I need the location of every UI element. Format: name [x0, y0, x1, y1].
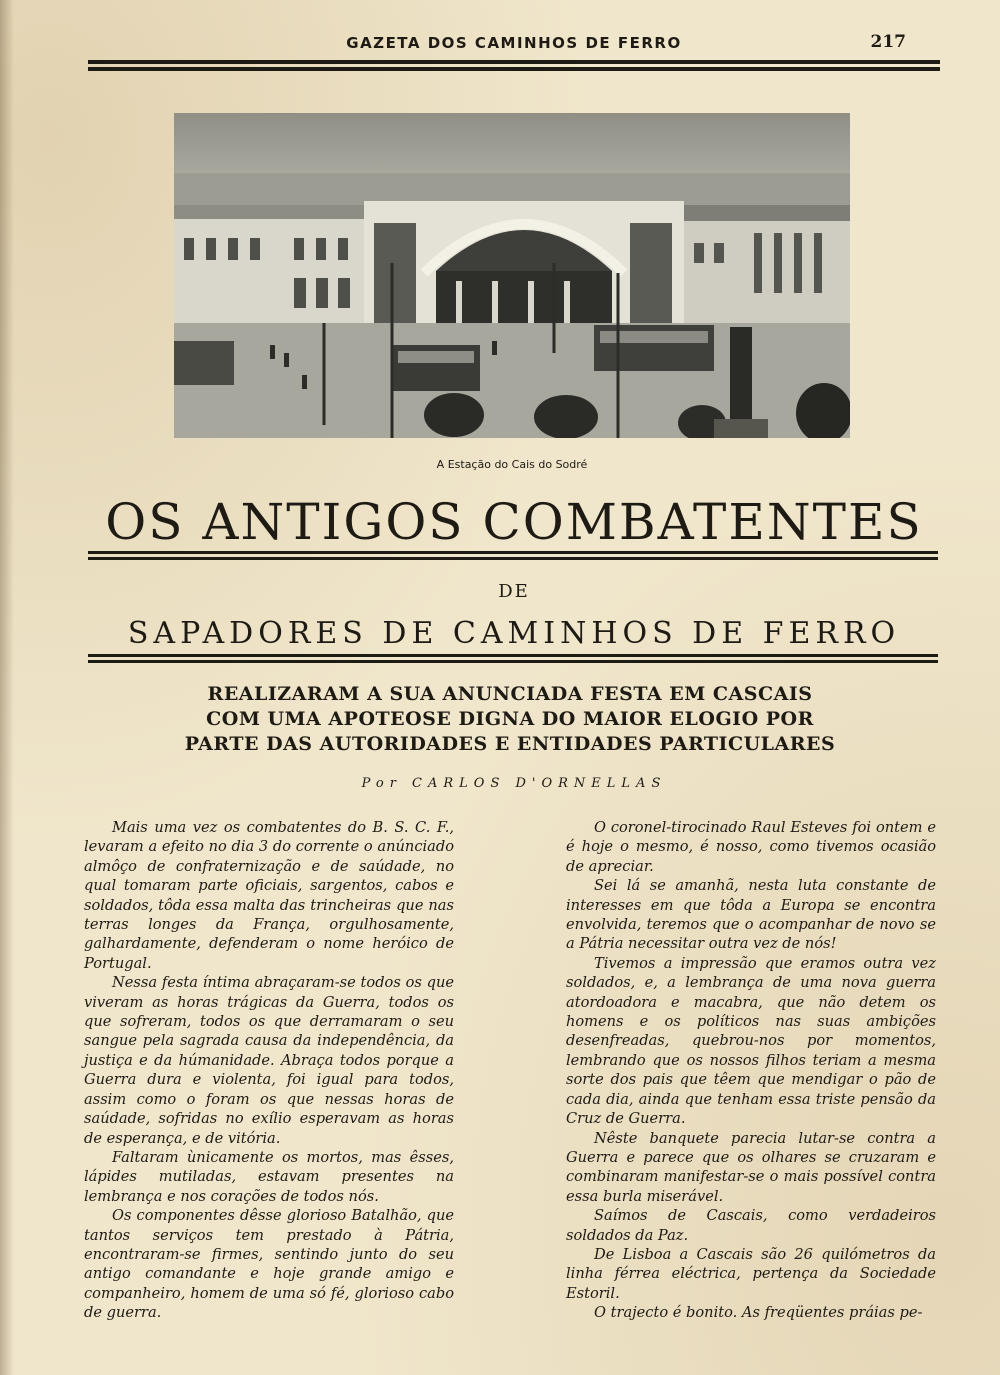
journal-name: GAZETA DOS CAMINHOS DE FERRO — [346, 34, 682, 52]
paragraph: Nêste banquete parecia lutar-se contra a Guerra e parece que os olhares se cruzaram e combinaram manifestar-se o mais possível contra essa burla miserável. — [566, 1129, 936, 1205]
page-spine-shadow — [0, 0, 14, 1375]
station-photograph — [174, 113, 850, 438]
running-header — [88, 30, 940, 60]
paragraph: Mais uma vez os combatentes do B. S. C. F., levaram a efeito no dia 3 do corrente o anúnciado almôço de confraternização e de saúdade, no qual tomaram parte oficiais, sargentos, cabos e soldados, tôda essa malta das trincheiras que nas terras longes da França, orgulhosamente, galhardamente, defenderam o nome heróico de Portugal. — [84, 819, 454, 972]
title-rule — [88, 551, 938, 560]
paragraph: De Lisboa a Cascais são 26 quilómetros da linha férrea eléctrica, pertença da Sociedade Estoril. — [566, 1245, 936, 1302]
paragraph: Nessa festa íntima abraçaram-se todos os que viveram as horas trágicas da Guerra, todos os que sofreram, todos os que derramaram o seu sangue pela sagrada causa da independência, da justiça e da húmanidade. Abraça todos porque a Guerra dura e violenta, foi igual para todos, assim como o foram os que nessas horas de saúdade, sofridas no exílio esperavam as horas de esperança, e de vitória. — [84, 974, 454, 1147]
body-column-left — [84, 818, 454, 1323]
deck-line: COM UMA APOTEOSE DIGNA DO MAIOR ELOGIO POR — [206, 708, 814, 730]
article-deck — [140, 682, 880, 757]
header-rule — [88, 60, 940, 71]
photo-caption: A Estação do Cais do Sodré — [436, 458, 588, 471]
title-connector: DE — [498, 581, 530, 602]
paragraph: Faltaram ùnicamente os mortos, mas êsses, lápides mutiladas, estavam presentes na lembrança e nos corações de todos nós. — [84, 1148, 454, 1205]
byline: Por CARLOS D'ORNELLAS — [361, 776, 667, 791]
paragraph: Os componentes dêsse glorioso Batalhão, que tantos serviços tem prestado à Pátria, encontraram-se firmes, sentindo junto do seu antigo comandante e hoje grande amigo e companheiro, homem de uma só fé, glorioso cabo de guerra. — [84, 1207, 454, 1322]
body-column-right — [566, 818, 936, 1323]
paragraph: Tivemos a impressão que eramos outra vez soldados, e, a lembrança de uma nova guerra atordoadora e macabra, que não detem os homens e os políticos nas suas ambições desenfreadas, quebrou-nos por momentos, lembrando que os nossos filhos teriam a mesma sorte dos pais que têem que mendigar o pão de cada dia, ainda que tenham essa triste pensão da Cruz de Guerra. — [566, 954, 936, 1128]
paragraph: Saímos de Cascais, como verdadeiros soldados da Paz. — [566, 1207, 936, 1244]
deck-line: REALIZARAM A SUA ANUNCIADA FESTA EM CASCAIS — [207, 683, 813, 705]
deck-line: PARTE DAS AUTORIDADES E ENTIDADES PARTICULARES — [184, 733, 836, 755]
subtitle-rule — [88, 654, 938, 663]
article-subtitle: SAPADORES DE CAMINHOS DE FERRO — [127, 616, 901, 651]
paragraph: O trajecto é bonito. As freqüentes práias pe- — [594, 1304, 923, 1322]
station-photo-illustration — [174, 113, 850, 438]
paragraph: Sei lá se amanhã, nesta luta constante de interesses em que tôda a Europa se encontra envolvida, teremos que o acompanhar de novo se a Pátria necessitar outra vez de nós! — [566, 877, 936, 953]
article-title: OS ANTIGOS COMBATENTES — [105, 493, 923, 551]
page-number: 217 — [870, 32, 906, 52]
paragraph: O coronel-tirocinado Raul Esteves foi ontem e é hoje o mesmo, é nosso, como tivemos ocasião de apreciar. — [566, 819, 936, 875]
